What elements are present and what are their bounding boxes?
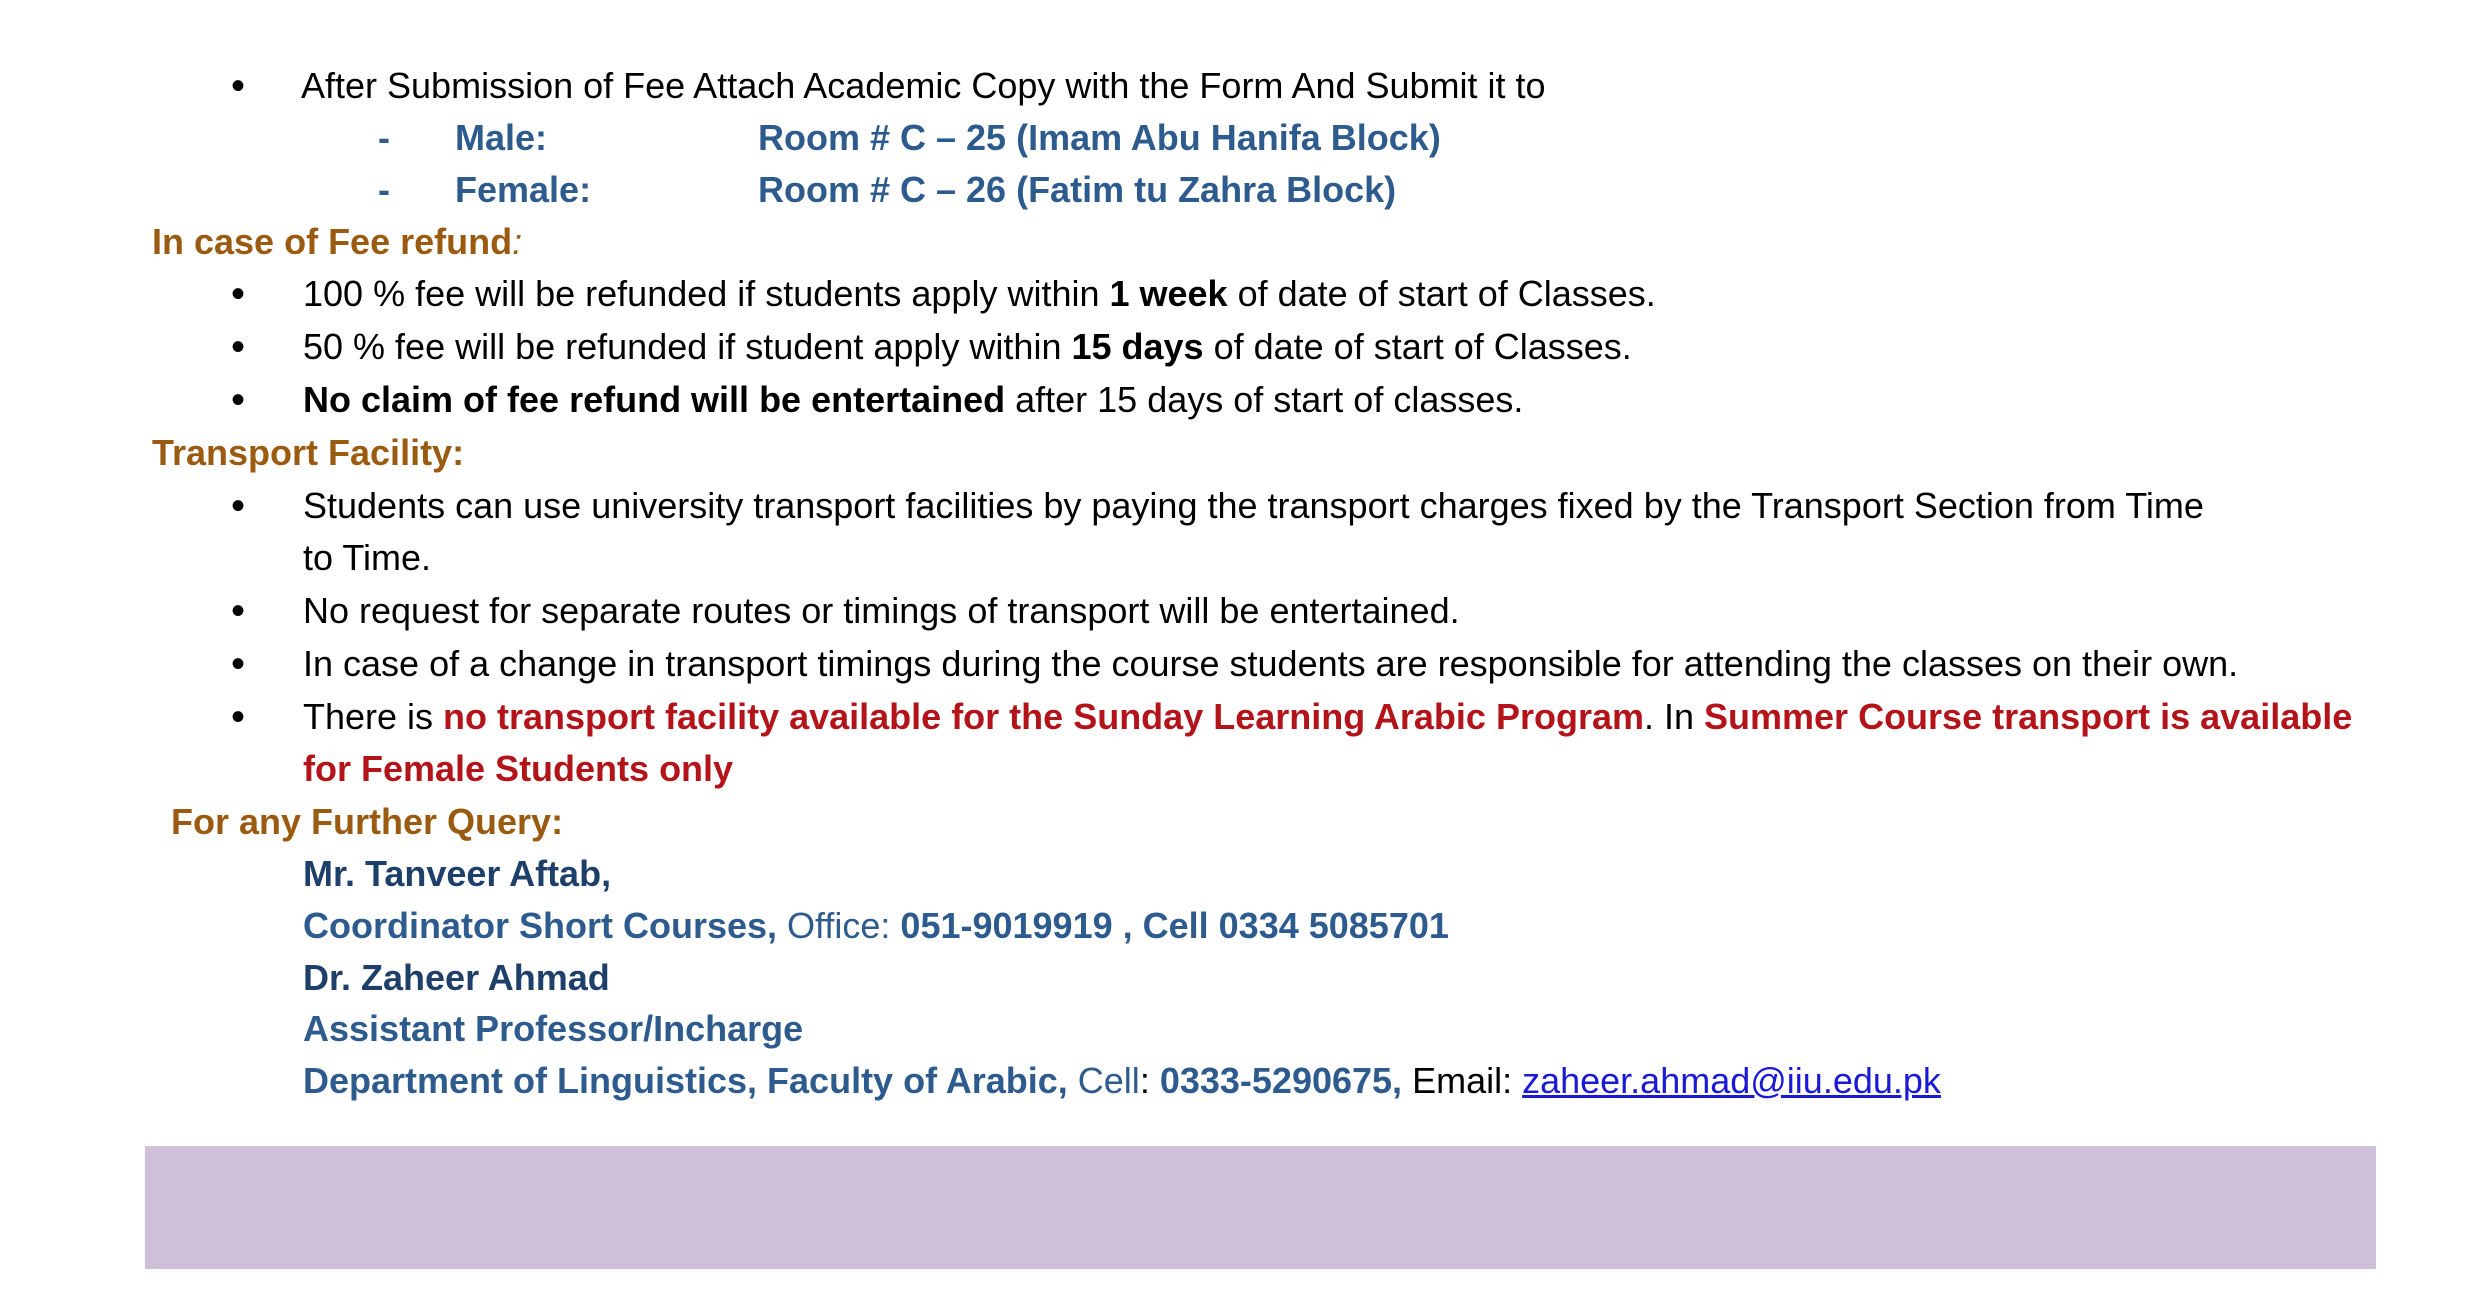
refund-item-pre: 100 % fee will be refunded if students apply within (303, 273, 1110, 314)
transport-item-pre: There is (303, 696, 444, 737)
refund-heading-text: In case of Fee refund (152, 221, 513, 262)
bullet-icon (226, 638, 250, 691)
refund-item-bold: No claim of fee refund will be entertained (303, 379, 1006, 420)
contact-department: Department of Linguistics, Faculty of Arabic, (303, 1060, 1068, 1101)
office-label: Office: (777, 905, 901, 946)
dash-icon: - (378, 169, 390, 210)
room-value-female: Room # C – 26 (Fatim tu Zahra Block) (758, 169, 1397, 210)
transport-item (0, 638, 2481, 690)
refund-item-bold: 15 days (1071, 326, 1204, 367)
room-row-male (0, 112, 2481, 164)
contact-name: Mr. Tanveer Aftab, (303, 853, 612, 894)
contact-title: Coordinator Short Courses, (303, 905, 778, 946)
contact-details (303, 900, 1449, 952)
refund-item-text (303, 374, 1523, 426)
transport-notice-sunday: no transport facility available for the Sunday Learning Arabic Program (443, 696, 1644, 737)
submission-item (0, 60, 2481, 112)
transport-item-text: No request for separate routes or timings of transport will be entertained. (303, 590, 1460, 631)
refund-item-post: of date of start of Classes. (1227, 273, 1656, 314)
room-label-female: Female: (455, 169, 592, 210)
office-phone: 051-9019919 , Cell 0334 5085701 (900, 905, 1449, 946)
transport-item-continuation: to Time. (303, 537, 432, 578)
email-label: Email: (1402, 1060, 1523, 1101)
transport-item-text: In case of a change in transport timings during the course students are responsible for attending the classes on their own. (303, 643, 2239, 684)
room-row-female (0, 164, 2481, 216)
contact-name: Dr. Zaheer Ahmad (303, 957, 610, 998)
refund-heading (152, 216, 522, 268)
bullet-icon (226, 60, 250, 113)
bullet-icon (226, 691, 250, 744)
dash-icon: - (378, 117, 390, 158)
transport-item-text: Students can use university transport facilities by paying the transport charges fixed by the Transport Section from Time (303, 485, 2204, 526)
bullet-icon (226, 480, 250, 533)
cell-phone: 0333-5290675, (1159, 1060, 1403, 1101)
query-heading: For any Further Query: (171, 801, 564, 842)
bullet-icon (226, 321, 250, 374)
refund-item (0, 268, 2481, 320)
bullet-icon (226, 268, 250, 321)
room-label-male: Male: (455, 117, 548, 158)
contact-details (303, 1055, 1941, 1107)
footer-band (145, 1146, 2376, 1269)
contact-title: Assistant Professor/Incharge (303, 1008, 804, 1049)
submission-text: After Submission of Fee Attach Academic Copy with the Form And Submit it to (301, 65, 1546, 106)
refund-item-post: of date of start of Classes. (1203, 326, 1632, 367)
refund-item-bold: 1 week (1109, 273, 1228, 314)
bullet-icon (226, 374, 250, 427)
cell-colon: : (1139, 1060, 1160, 1101)
refund-heading-colon: : (512, 221, 523, 262)
refund-item-text (303, 321, 1632, 373)
refund-item-post: after 15 days of start of classes. (1005, 379, 1524, 420)
refund-item (0, 374, 2481, 426)
transport-item (0, 585, 2481, 637)
bullet-icon (226, 585, 250, 638)
refund-item-text (303, 268, 1656, 320)
room-value-male: Room # C – 25 (Imam Abu Hanifa Block) (758, 117, 1441, 158)
transport-notice-female: for Female Students only (303, 748, 734, 789)
refund-item-pre: 50 % fee will be refunded if student apply within (303, 326, 1072, 367)
email-link[interactable]: zaheer.ahmad@iiu.edu.pk (1522, 1060, 1941, 1101)
transport-item (0, 691, 2481, 743)
transport-notice-summer: Summer Course transport is available (1704, 696, 2353, 737)
transport-heading: Transport Facility: (152, 432, 465, 473)
cell-label: Cell (1067, 1060, 1140, 1101)
transport-item-mid: . In (1643, 696, 1705, 737)
refund-item (0, 321, 2481, 373)
transport-item (0, 480, 2481, 532)
transport-item-text (303, 691, 2352, 743)
